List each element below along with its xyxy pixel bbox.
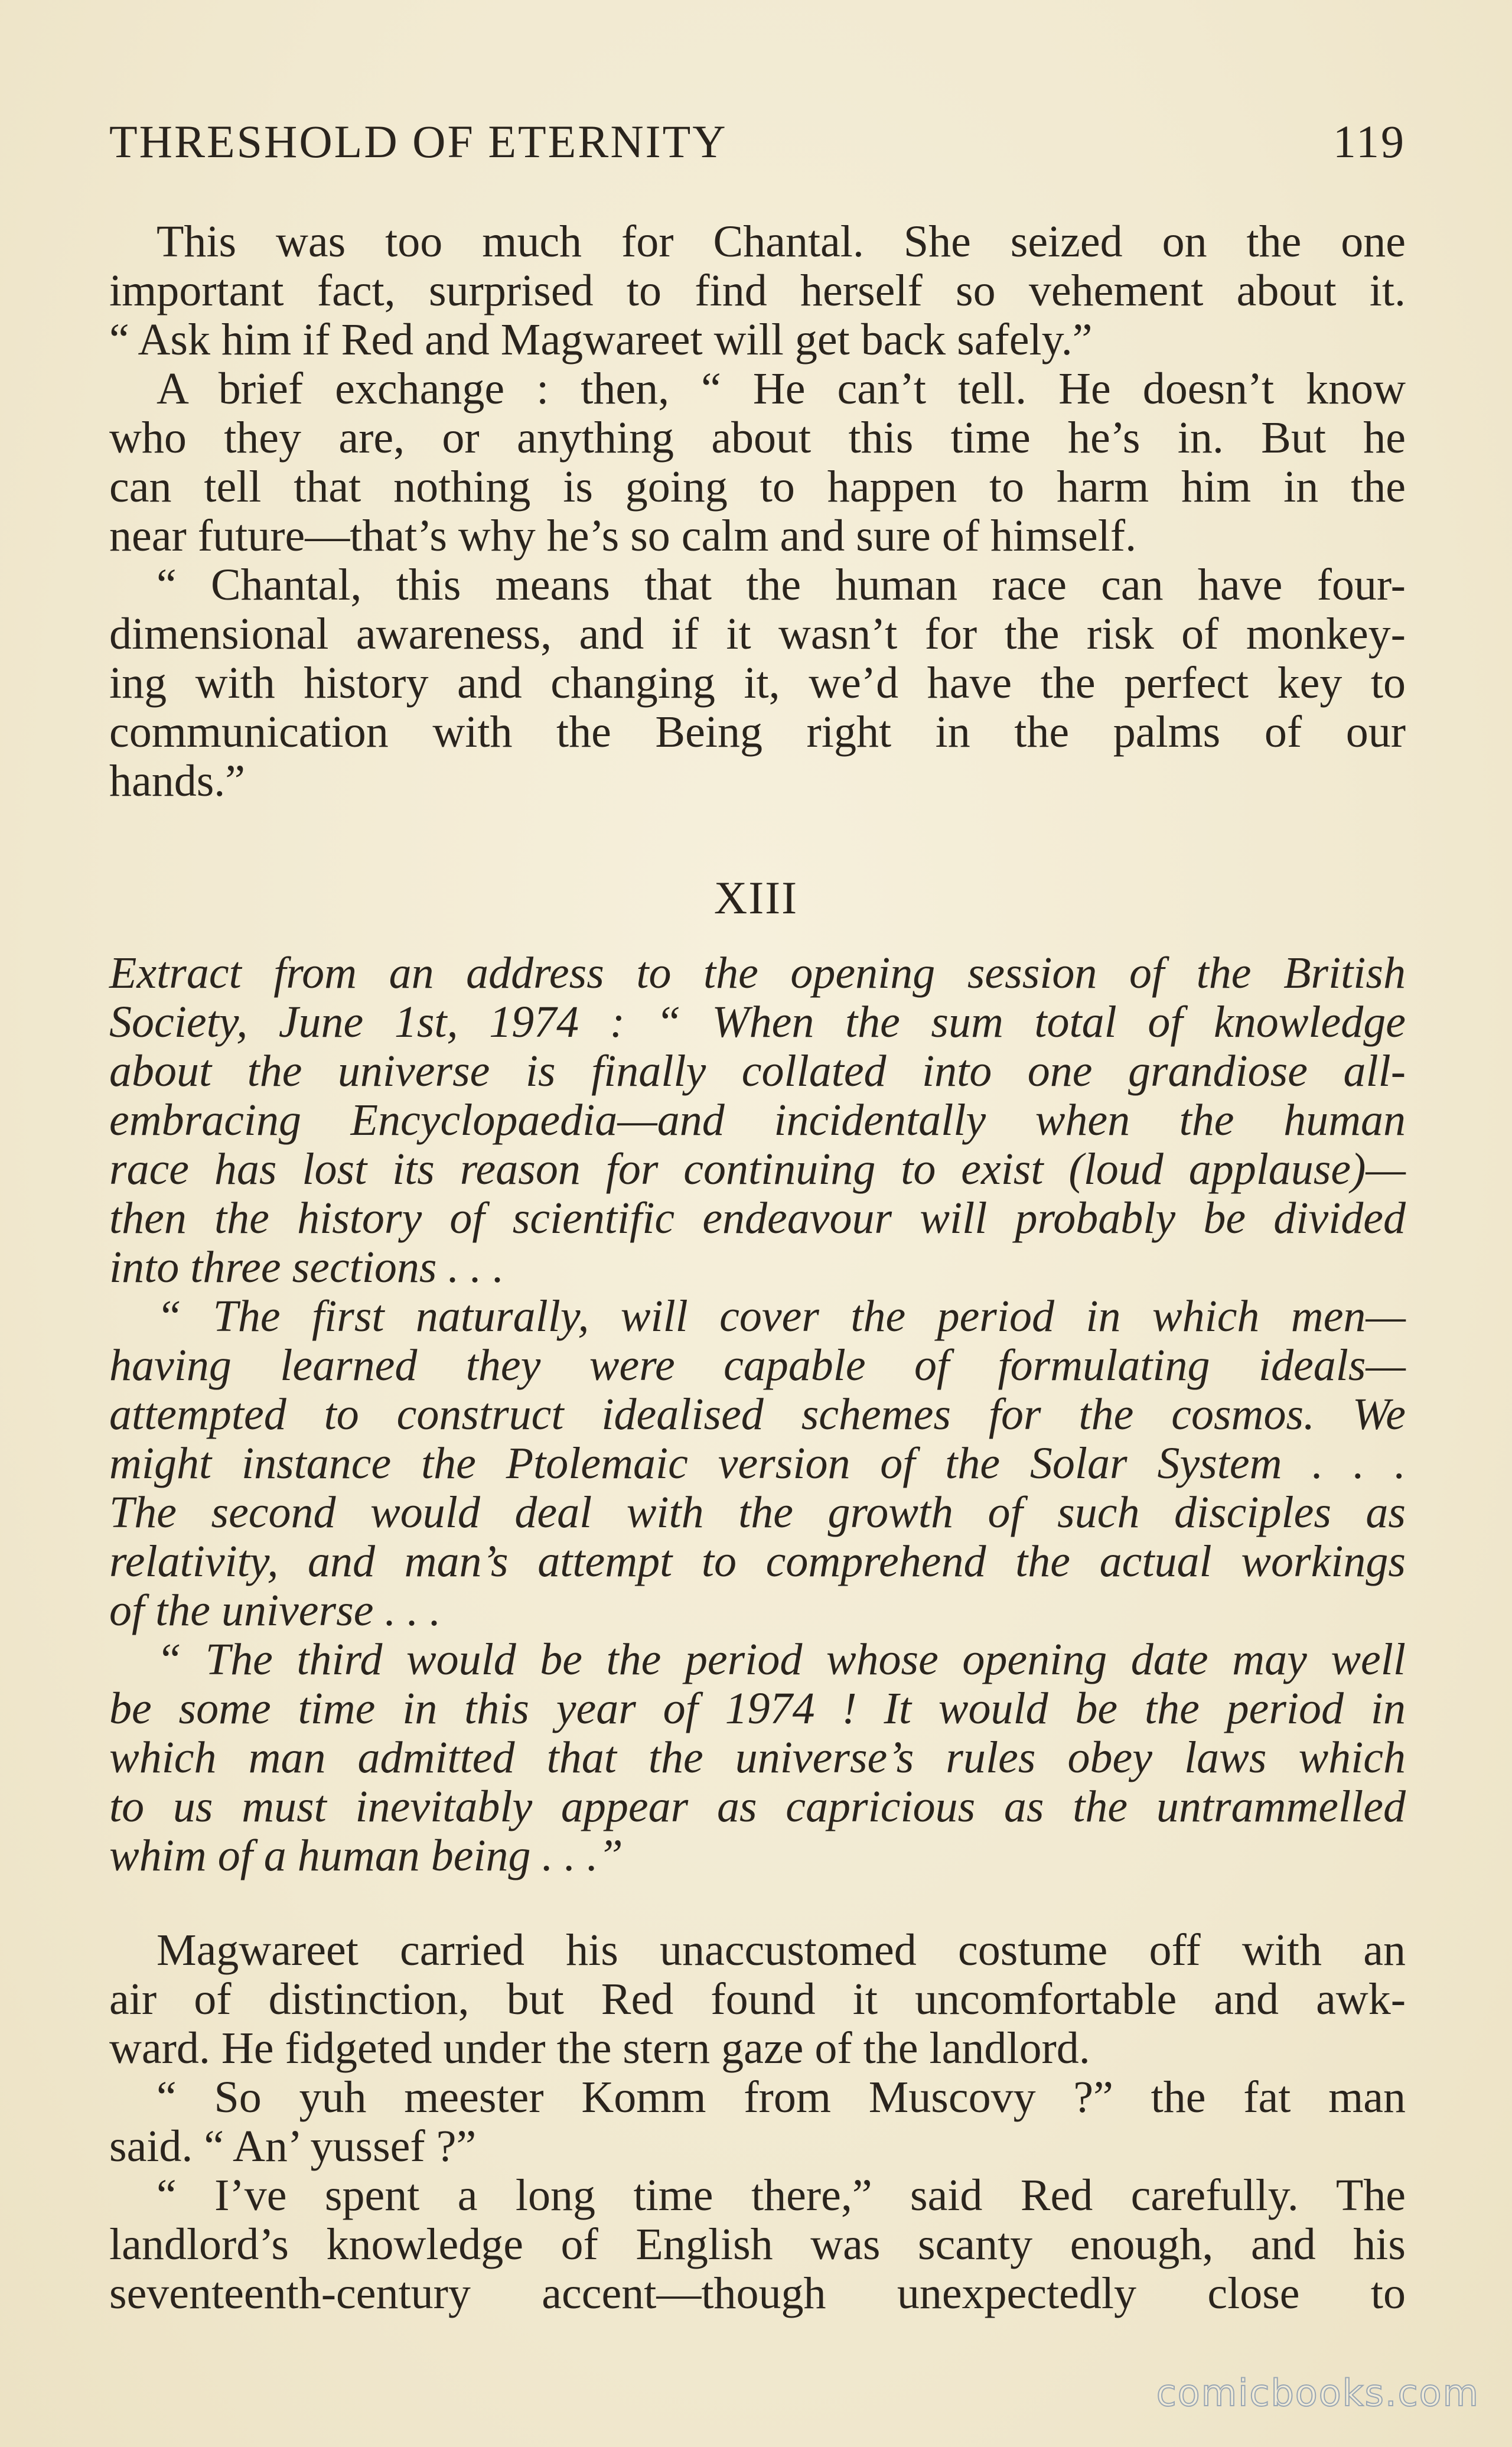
text-line: race has lost its reason for continuing to exist (loud applause)— — [109, 1144, 1406, 1194]
text-line: “ Chantal, this means that the human race can have four- — [157, 560, 1406, 610]
chapter-heading: XIII — [713, 872, 799, 923]
text-line: hands.” — [109, 756, 246, 806]
text-line: “ The first naturally, will cover the period in which men— — [157, 1291, 1406, 1341]
text-line: attempted to construct idealised schemes for the cosmos. We — [109, 1390, 1406, 1439]
text-line: having learned they were capable of formulating ideals— — [109, 1340, 1406, 1390]
page-number: 119 — [1332, 116, 1406, 167]
text-line: Magwareet carried his unaccustomed costume off with an — [157, 1925, 1406, 1975]
text-line: The second would deal with the growth of such disciples as — [109, 1488, 1406, 1537]
text-line: “ Ask him if Red and Magwareet will get back safely.” — [109, 315, 1093, 365]
text-line: near future—that’s why he’s so calm and sure of himself. — [109, 511, 1137, 561]
watermark: comicbooks.com — [1156, 2371, 1480, 2415]
running-head-title: THRESHOLD OF ETERNITY — [109, 116, 728, 167]
text-line: ing with history and changing it, we’d have the perfect key to — [109, 658, 1406, 708]
text-line: “ I’ve spent a long time there,” said Red carefully. The — [157, 2171, 1406, 2220]
text-line: air of distinction, but Red found it uncomfortable and awk- — [109, 1974, 1406, 2024]
text-line: landlord’s knowledge of English was scanty enough, and his — [109, 2220, 1406, 2269]
text-line: about the universe is finally collated into one grandiose all- — [109, 1046, 1406, 1096]
text-line: ward. He fidgeted under the stern gaze of the landlord. — [109, 2023, 1090, 2073]
text-line: A brief exchange : then, “ He can’t tell. He doesn’t know — [157, 364, 1406, 414]
text-line: who they are, or anything about this time he’s in. But he — [109, 413, 1406, 463]
text-line: important fact, surprised to find herself so vehement about it. — [109, 266, 1406, 315]
text-line: might instance the Ptolemaic version of the Solar System . . . — [109, 1439, 1406, 1488]
text-line: then the history of scientific endeavour will probably be divided — [109, 1193, 1406, 1243]
text-line: Society, June 1st, 1974 : “ When the sum total of knowledge — [109, 997, 1406, 1047]
text-line: embracing Encyclopaedia—and incidentally when the human — [109, 1095, 1406, 1145]
body-section-2 — [109, 1926, 1406, 2318]
text-line: Extract from an address to the opening session of the British — [109, 948, 1406, 998]
text-line: seventeenth-century accent—though unexpectedly close to — [109, 2269, 1406, 2318]
text-line: This was too much for Chantal. She seized on the one — [157, 217, 1406, 266]
text-line: of the universe . . . — [109, 1586, 441, 1635]
text-line: to us must inevitably appear as capricious as the untrammelled — [109, 1782, 1406, 1831]
running-head — [109, 115, 1406, 174]
text-line: relativity, and man’s attempt to comprehend the actual workings — [109, 1537, 1406, 1586]
text-line: “ So yuh meester Komm from Muscovy ?” the fat man — [157, 2072, 1406, 2122]
text-line: “ The third would be the period whose opening date may well — [157, 1635, 1406, 1684]
text-line: whim of a human being . . .” — [109, 1831, 623, 1880]
extract-section — [109, 949, 1406, 1880]
text-line: can tell that nothing is going to happen to harm him in the — [109, 462, 1406, 512]
body-section-1 — [109, 217, 1406, 806]
text-line: said. “ An’ yussef ?” — [109, 2121, 477, 2171]
text-line: which man admitted that the universe’s rules obey laws which — [109, 1733, 1406, 1782]
text-line: into three sections . . . — [109, 1242, 504, 1292]
text-line: be some time in this year of 1974 ! It would be the period in — [109, 1684, 1406, 1733]
text-line: communication with the Being right in the palms of our — [109, 707, 1406, 757]
text-line: dimensional awareness, and if it wasn’t for the risk of monkey- — [109, 609, 1406, 659]
